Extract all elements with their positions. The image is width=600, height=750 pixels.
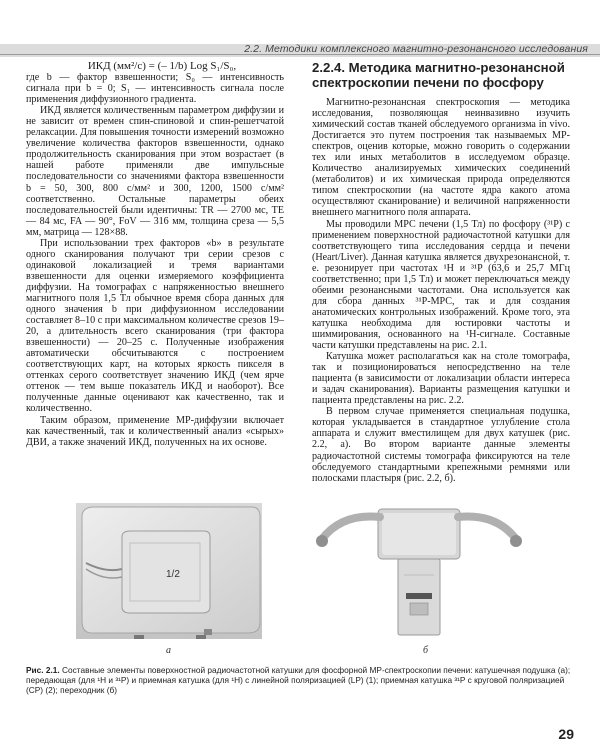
caption-label: Рис. 2.1. bbox=[26, 665, 60, 675]
section-title: 2.2.4. Методика магнитно-резонансной спектроскопии печени по фосфору bbox=[312, 60, 565, 90]
paragraph: Таким образом, применение МР-диффузии включает как качественный, так и количественный анализ «сырых» ДВИ, а также значений ИКД, полученных на их основе. bbox=[26, 414, 284, 448]
paragraph: Магнитно-резонансная спектроскопия — методика исследования, позволяющая неинвазивно изучить химический состав тканей обследуемого организма in vivo. Достигается это путем построения так называемых МР-спектров, оценив которые, можно говорить о содержании тех или иных метаболитов в исследуемом образце. Количество анализируемых химических соединений (метаболитов) и их химическая природа определяются типом спектроскопии (на частоте ядра какого атома осуществляют сканирование) и величиной напряженности внешнего магнитного поля аппарата. bbox=[312, 97, 570, 219]
coil-adapter-photo bbox=[300, 503, 540, 639]
paragraph: Мы проводили МРС печени (1,5 Тл) по фосфору (³¹P) с применением поверхностной радиочастотной катушки для соответствующего типа исследования сердца и печени (Heart/Liver). Данная катушка является двухрезонансной, т. е. резонирует при частотах ¹H и ³¹P (63,6 и 25,7 МГц соответственно; при 1,5 Тл) и может переключаться между обеими резонансными частотами. Она используется как для сбора данных ³¹P-МРС, так и для создания анатомических контрольных изображений. Кроме того, эта катушка необходима для юстировки частоты и шиммирования, основанного на ¹H-сигнале. Составные части катушки представлены на рис. 2.1. bbox=[312, 218, 570, 352]
paragraph: ИКД является количественным параметром диффузии и не зависит от времен спин-спиновой и спин-решетчатой релаксации. Для повышения точности измерений возможно увеличение количества факторов взвешенности, однако продолжительность сканирования при этом возрастает (в нашей работе применяли две импульсные последовательности со значениями фактора взвешенности b = 50, 300, 800 с/мм² и 300, 1200, 1500 с/мм² соответственно. Остальные параметры обеих последовательностей были идентичны: TR — 2700 мс, TE — 84 мс, FA — 90°, FoV — 316 мм, толщина среза — 5,5 мм, матрица — 128×88. bbox=[26, 105, 284, 238]
panel-a-letter: а bbox=[166, 645, 171, 656]
left-column bbox=[26, 61, 284, 448]
running-header bbox=[0, 0, 600, 58]
paragraph: При использовании трех факторов «b» в результате одного сканирования получают три серии срезов с одинаковой локализацией и тремя вариантами взвешенности для оценки измеряемого коэффициента диффузии. На томографах с напряженностью внешнего магнитного поля 1,5 Тл обычное время сбора данных для одного значения b при диффузионном исследовании составляет 8–10 с при максимальном количестве срезов 19–20, а длительность всего сканирования (три фактора взвешенности) — 20–25 с. Полученные изображения автоматически обсчитываются с построением соответствующих карт, на которых яркость пикселя в оттенках серого соответствует значению ИКД (чем ярче оттенок — тем выше показатель ИКД и наоборот). Все полученные данные оценивают как качественно, так и количественно. bbox=[26, 237, 284, 415]
page-number: 29 bbox=[558, 726, 574, 742]
panel-b-letter: б bbox=[423, 645, 429, 656]
coil-label: 1/2 bbox=[166, 569, 180, 580]
paragraph: где b — фактор взвешенности; S₀ — интенсивность сигнала при b = 0; S₁ — интенсивность сигнала после применения диффузионного градиента. bbox=[26, 72, 284, 106]
running-title: 2.2. Методики комплексного магнитно-резонансного исследования bbox=[244, 43, 588, 55]
caption-text: Составные элементы поверхностной радиочастотной катушки для фосфорной МР-спектроскопии печени: катушечная подушка (а); передающая (для ¹H и ³¹P) и приемная катушка (для ¹H) с линейной поляризацией (LP) (1); приемная катушка ³¹P с круговой поляризацией (CP) (2); переходник (б) bbox=[26, 665, 571, 696]
paragraph: Катушка может располагаться как на столе томографа, так и позиционироваться непосредственно на теле пациента (в зависимости от локализации области интереса и задач сканирования). Варианты размещения катушки и пациента представлены на рис. 2.2. bbox=[312, 351, 570, 407]
figure-caption bbox=[26, 665, 574, 695]
paragraph: В первом случае применяется специальная подушка, которая укладывается в стандартное углубление стола аппарата и служит вместилищем для двух катушек (рис. 2.2, а). Во втором варианте данные элементы радиочастотной системы томографа фиксируются на теле обследуемого стандартными крепежными ремнями или полосками пластыря (рис. 2.2, б). bbox=[312, 406, 570, 484]
formula: ИКД (мм²/с) = (– 1/b) Log S₁/S₀, bbox=[87, 60, 237, 72]
coil-cushion-photo bbox=[76, 503, 262, 639]
right-column bbox=[312, 61, 570, 484]
